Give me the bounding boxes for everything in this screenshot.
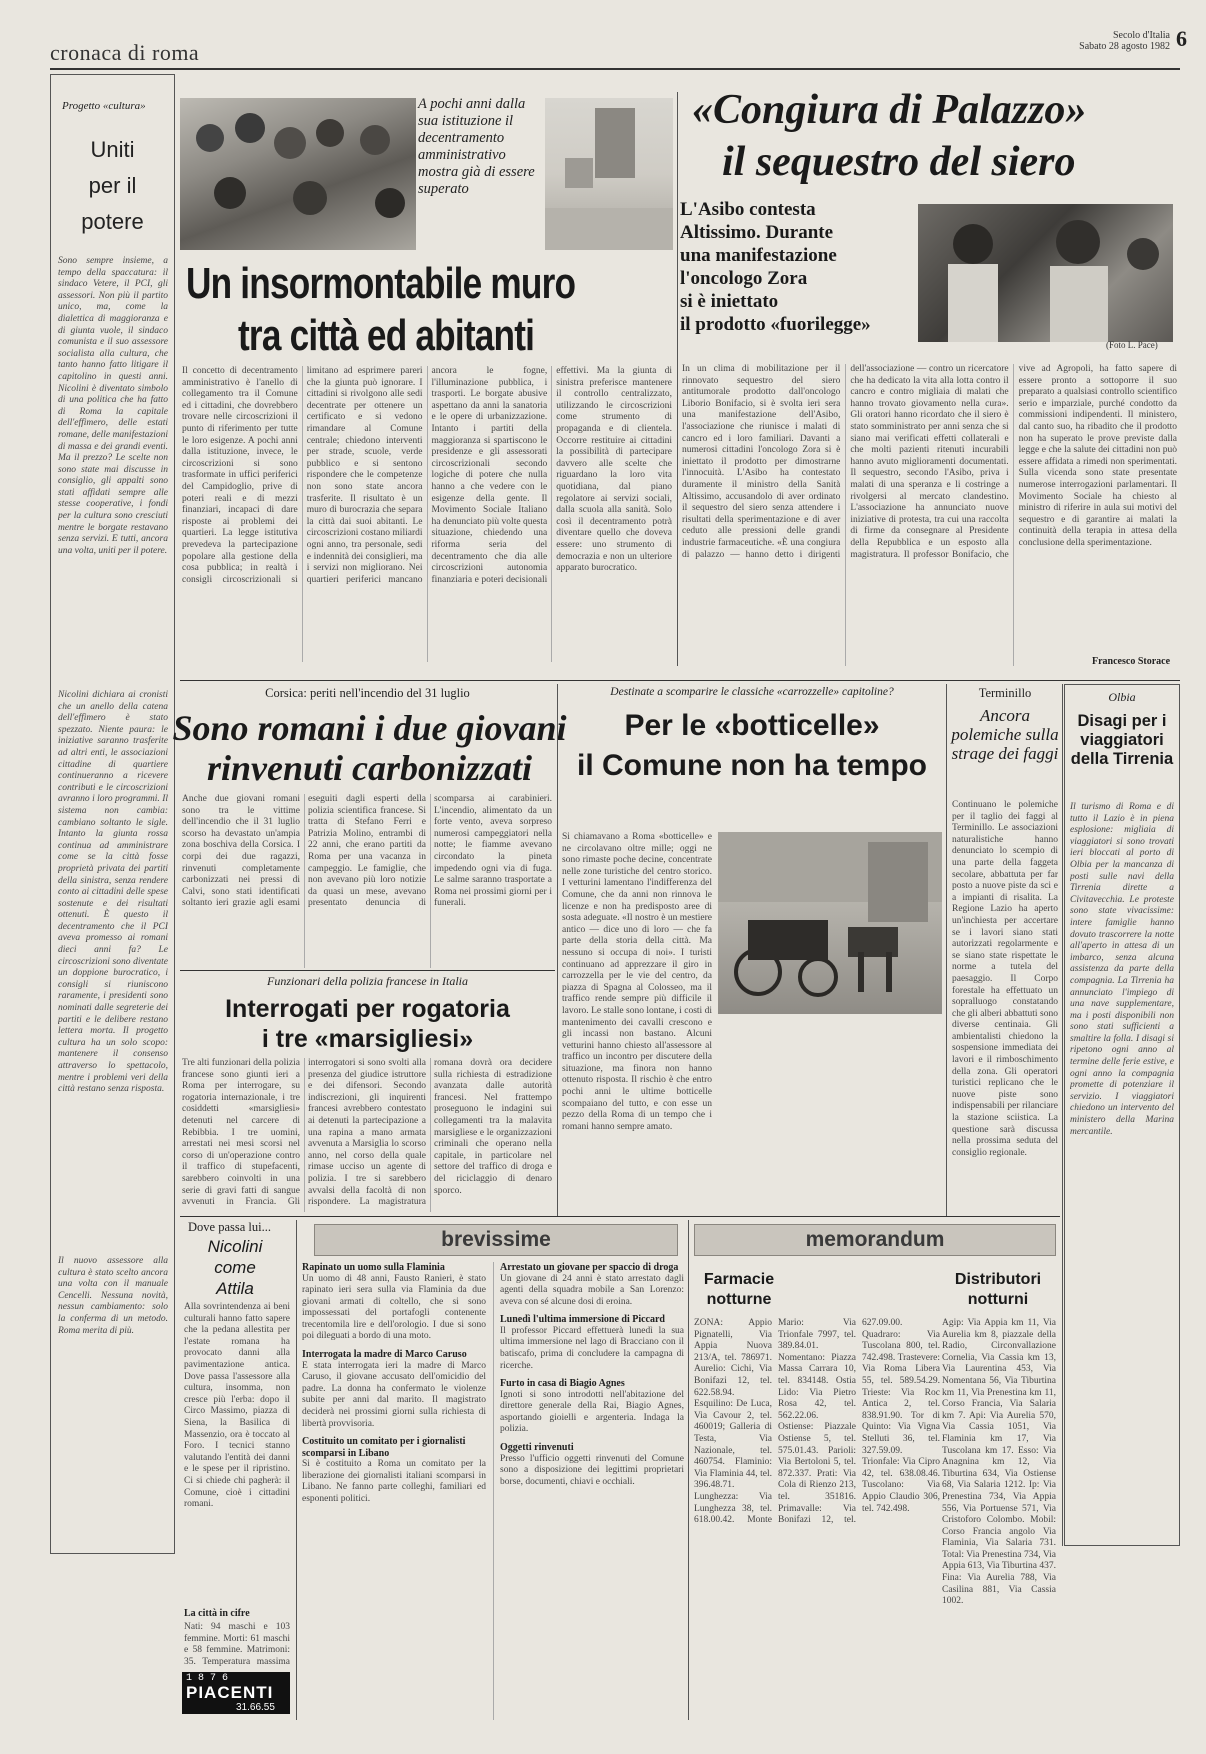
- rule-corsica-bottom: [180, 970, 555, 971]
- building-photo-shapes: [545, 98, 673, 250]
- crowd-photo-shapes: [180, 98, 416, 250]
- corsica-body: Anche due giovani romani sono tra le vittime dell'incendio che il 31 luglio scorso ha devastato un'ampia zona boschiva della Corsica. I corpi dei due ragazzi, rinvenuti completamente carbonizzati nei pressi di Calvi, sono stati identificati soltanto ieri grazie agli esami eseguiti dagli esperti della polizia scientifica francese. Si tratta di Stefano Ferri e Patrizia Molino, entrambi di 22 anni, che erano partiti da Roma per una vacanza in campeggio. Le famiglie, che non avevano più loro notizie da quasi un mese, avevano presentato denuncia di scomparsa ai carabinieri. L'incendio, alimentato da un forte vento, aveva sorpreso numerosi campeggiatori nella notte; le fiamme avevano circondato la pineta impedendo ogni via di fuga. Le salme saranno trasportate a Roma nei prossimi giorni per i funerali.: [182, 794, 552, 909]
- botticelle-body-continued: [718, 1018, 942, 1212]
- brevissima-body: Un giovane di 24 anni è stato arrestato dagli agenti della squadra mobile a San Lorenzo: aveva con sé alcune dosi di eroina.: [500, 1273, 684, 1307]
- brevissima-body: Il professor Piccard effettuerà lunedì la sua ultima immersione nel lago di Bracciano con il batiscafo, prima di concludere la campagna di ricerche.: [500, 1325, 684, 1371]
- uniti-body-1: Sono sempre insieme, a tempo della spaccatura: il sindaco Vetere, il PCI, gli assessori. Non più il partito unico, ma, come la dialettica di maggioranza e di giunta vuole, il sindaco comunista e il suo assessore socialista alla cultura, che tanto hanno fatto litigare il capitolino in questi anni. Nicolini è diventato simbolo di una politica che ha fatto di Roma la capitale dell'effimero, delle estati romane, delle manifestazioni di massa e dei grandi eventi. Ma il prezzo? Le scelte non sono state mai discusse in consiglio, gli appalti sono stati affidati sempre alle stesse cooperative, i fondi per la cultura sono cresciuti mentre le borgate restavano senza servizi. E tutti, ancora una volta, uniti per il potere.: [58, 256, 168, 556]
- brevissima-head: Arrestato un giovane per spaccio di droga: [500, 1262, 679, 1273]
- muro-caption: A pochi anni dalla sua istituzione il decentramento amministrativo mostra già di essere superato: [418, 96, 535, 197]
- brevissima-item: [500, 1262, 684, 1308]
- newspaper-name: Secolo d'Italia: [1112, 30, 1170, 41]
- congiura-subhead-2: Altissimo. Durante: [680, 222, 834, 243]
- rule-middle-top: [180, 680, 1180, 681]
- brevissime-label: brevissime: [314, 1224, 678, 1256]
- brevissima-head: Furto in casa di Biagio Agnes: [500, 1378, 625, 1390]
- congiura-headline-1: «Congiura di Palazzo»: [692, 87, 1087, 133]
- distributori-title: Distributori notturni: [954, 1271, 1042, 1308]
- uniti-title-line-1: Uniti: [90, 137, 135, 162]
- divider-botticelle-terminillo: [946, 684, 947, 1216]
- section-title: cronaca di roma: [50, 40, 200, 65]
- farmacie-body: ZONA: Appio Pignatelli, Via Appia Nuova 213/A, tel. 786971. Aurelio: Cichi, Via Bonifazi 12, tel. 622.58.94. Esquilino: De Luca, Via Cavour 2, tel. 460019; Galleria di Testa, Via Nazionale, tel. 460754. Flaminio: Via Flaminia 44, tel. 396.48.71. Lunghezza: Via Lunghezza 38, tel. 618.00.42. Monte Mario: Via Trionfale 7997, tel. 389.84.01. Nomentano: Piazza Massa Carrara 10, tel. 834148. Ostia Lido: Via Pietro Rosa 42, tel. 562.22.06. Ostiense: Piazzale Ostiense 5, tel. 575.01.43. Parioli: Via Bertoloni 5, tel. 872.337. Prati: Via Cola di Rienzo 213, tel. 351816. Primavalle: Via Bonifazi 12, tel. 627.09.00. Quadraro: Via Tuscolana 800, tel. 742.498. Trastevere: Via Roma Libera 55, tel. 589.54.29. Trieste: Via Roc Antica 2, tel. 838.91.90. Tor di Quinto: Via Vigna Stelluti 36, tel. 327.59.09. Trionfale: Via Cipro 42, tel. 638.08.46. Tuscolano: Via Appio Claudio 306, tel. 742.498.: [694, 1318, 940, 1526]
- marsigliesi-kicker: Funzionari della polizia francese in Italia: [267, 974, 468, 988]
- botticelle-headline-2: il Comune non ha tempo: [577, 749, 927, 782]
- ad-phone: 31.66.55: [236, 1702, 275, 1713]
- congiura-subhead-3: una manifestazione: [680, 245, 837, 266]
- brevissima-item: [302, 1349, 486, 1430]
- page-number: 6: [1176, 26, 1187, 51]
- olbia-headline: Disagi per i viaggiatori della Tirrenia: [1070, 712, 1174, 768]
- uniti-kicker: Progetto «cultura»: [62, 100, 146, 112]
- uniti-body-3: Il nuovo assessore alla cultura è stato scelto ancora una volta con il manuale Cencelli. Nessuna novità, nessun cambiamento: solo la conferma di un metodo. Roma merita di più.: [58, 1256, 168, 1336]
- brevissima-head: Rapinato un uomo sulla Flaminia: [302, 1262, 445, 1273]
- farmacie-title: Farmacie notturne: [703, 1271, 775, 1308]
- botticelle-headline: [557, 706, 947, 786]
- botticelle-kicker: Destinate a scomparire le classiche «carrozzelle» capitoline?: [610, 686, 894, 698]
- masthead-info: [1020, 30, 1170, 52]
- issue-date: Sabato 28 agosto 1982: [1079, 41, 1170, 52]
- uniti-title: [56, 132, 169, 240]
- nicolini-headline-1: Nicolini: [207, 1237, 263, 1256]
- brevissima-head: Interrogata la madre di Marco Caruso: [302, 1349, 467, 1361]
- brevissima-body: È stata interrogata ieri la madre di Marco Caruso, il giovane accusato dell'omicidio del padre. La donna ha confermato le violenze subite per anni dal marito. Il magistrato deciderà nei prossimi giorni sulla richiesta di libertà provvisoria.: [302, 1360, 486, 1429]
- distributori-body: Agip: Via Appia km 11, Via Aurelia km 8, piazzale della Radio, Circonvallazione Cornelia, Via Cassia km 13, Via Laurentina 453, Via Nomentana 56, Via Tiburtina km 11, Via Prenestina km 11, Corso Francia, Via Salaria km 7. Api: Via Aurelia 570, Via Cassia 1051, Via Flaminia km 17, Via Tuscolana km 17. Esso: Via Anagnina km 12, Via Tiburtina 634, Via Ostiense 68, Via Salaria 1212. Ip: Via Prenestina 734, Via Appia 556, Via Portuense 571, Via Cristoforo Colombo. Mobil: Corso Francia angolo Via Flaminia, Via Salaria 731. Total: Via Prenestina 734, Via Appia 613, Via Tiburtina 437. Fina: Via Aurelia 788, Via Casilina 881, Via Cassia 1002.: [942, 1318, 1056, 1607]
- header-rule: [50, 68, 1180, 70]
- corsica-kicker: Corsica: periti nell'incendio del 31 luglio: [265, 686, 470, 700]
- terminillo-body: Continuano le polemiche per il taglio dei faggi al Terminillo. Le associazioni naturalistiche hanno denunciato lo scempio di una parte della faggeta secolare, abbattuta per far posto a nuove piste da sci e a impianti di risalita. La Regione Lazio ha aperto un'inchiesta per accertare se i lavori siano stati autorizzati regolarmente e se siano state rispettate le norme a tutela del paesaggio. Il Corpo forestale ha effettuato un sopralluogo constatando che gli alberi abbattuti sono diverse centinaia. Gli ambientalisti chiedono la sospensione immediata dei lavori e il rimboschimento della zona. Gli operatori turistici replicano che le nuove piste sono indispensabili per rilanciare la stazione sciistica. La questione sarà discussa nella prossima seduta del consiglio regionale.: [952, 800, 1058, 1158]
- brevissima-head: Costituito un comitato per i giornalisti scomparsi in Libano: [302, 1436, 466, 1459]
- nicolini-body: Alla sovrintendenza ai beni culturali hanno fatto sapere che la pedana allestita per l'estate romana ha provocato danni alla pavimentazione antica. Dove passa l'assessore alla cultura, insomma, non cresce più l'erba: dopo il Circo Massimo, piazza di Siena, la Basilica di Massenzio, ora è toccato al Foro. I tecnici stanno valutando l'entità dei danni e le spese per il ripristino. Ci si chiede chi pagherà: il Comune, cioè i cittadini romani.: [184, 1302, 290, 1510]
- terminillo-kicker: Terminillo: [978, 686, 1032, 700]
- congiura-author: Francesco Storace: [1092, 656, 1171, 667]
- muro-headline-2: tra città ed abitanti: [238, 311, 535, 360]
- divider-muro-congiura: [677, 92, 678, 666]
- marsigliesi-body: Tre alti funzionari della polizia francese sono giunti ieri a Roma per interrogare, su rogatoria internazionale, i tre cosiddetti «marsigliesi» detenuti nel carcere di Rebibbia. I tre uomini, arrestati nei mesi scorsi nel corso di un'operazione contro il traffico di stupefacenti, sarebbero coinvolti in una serie di gravi fatti di sangue avvenuti in Francia. Gli interrogatori si sono svolti alla presenza del giudice istruttore e dei difensori. Secondo indiscrezioni, gli inquirenti francesi avrebbero contestato ai detenuti la partecipazione a una rapina a mano armata avvenuta a Marsiglia lo scorso anno, nel corso della quale rimase ucciso un agente di polizia. I tre si sarebbero avvalsi della facoltà di non rispondere. La magistratura romana dovrà ora decidere sulla richiesta di estradizione avanzata dalle autorità francesi. Nel frattempo proseguono le indagini sui collegamenti tra la malavita marsigliese e le organizzazioni criminali che operano nella capitale, in particolare nel settore del traffico di droga e del riciclaggio di denaro sporco.: [182, 1058, 552, 1208]
- corsica-headline-1: Sono romani i due giovani: [172, 708, 567, 748]
- divider-nicolini-brevissime: [296, 1220, 297, 1720]
- botticelle-body: Si chiamavano a Roma «botticelle» e ne circolavano oltre mille; oggi ne sono rimaste poche decine, concentrate nelle zone turistiche del centro storico. I vetturini lamentano l'indifferenza del Comune, che da anni non rinnova le licenze e non ha predisposto aree di sosta adeguate. «Il nostro è un mestiere antico — dice uno di loro — che fa parte della storia della città. Ma nessuno si occupa di noi». I turisti continuano ad apprezzare il giro in carrozzella per le vie del centro, da piazza di Spagna al Colosseo, ma il traffico rende sempre più difficile il lavoro. Le stalle sono lontane, i costi di mantenimento dei cavalli crescono e gli incassi non bastano. Alcuni vetturini hanno chiesto all'assessore al traffico un incontro per discutere della situazione, ma finora non hanno ottenuto risposta. Il rischio è che entro pochi anni le ultime botticelle scompaiano del tutto, e con esse un pezzo della Roma di un tempo che i romani hanno sempre amato.: [562, 832, 712, 1132]
- brevissima-body: Un uomo di 48 anni, Fausto Ranieri, è stato rapinato ieri sera sulla via Flaminia da due giovani armati di coltello, che si sono impossessati del portafogli contenente trecentomila lire e dell'orologio. I due si sono poi dileguati a bordo di una moto.: [302, 1273, 486, 1342]
- brevissima-body: Ignoti si sono introdotti nell'abitazione del direttore generale della Rai, Biagio Agnes, asportando gioielli e argenteria. Indaga la polizia.: [500, 1389, 684, 1435]
- congiura-subhead-1: L'Asibo contesta: [680, 199, 816, 220]
- ad-name: PIACENTI: [186, 1683, 274, 1702]
- brevissima-item: [500, 1442, 684, 1488]
- congiura-subhead-4: l'oncologo Zora: [680, 268, 808, 289]
- piacenti-ad: [182, 1672, 290, 1714]
- olbia-body: Il turismo di Roma e di tutto il Lazio è in piena esplosione: migliaia di viaggiatori si sono trovati ieri bloccati al porto di Olbia per la mancanza di posti sulle navi della Tirrenia dirette a Civitavecchia. Le proteste sono state vivacissime: intere famiglie hanno dovuto trascorrere la notte all'aperto in attesa di un imbarco, senza alcuna assistenza da parte della compagnia. La Tirrenia ha annunciato l'impiego di una nave supplementare, ma i posti disponibili non sono stati sufficienti a smaltire la folla. I disagi si ripetono ogni anno al termine delle ferie estive, e ogni anno la compagnia promette di potenziare il servizio. I viaggiatori chiedono un intervento del ministero della Marina mercantile.: [1070, 802, 1174, 1137]
- congiura-subhead: [680, 198, 920, 336]
- muro-headline-1: Un insormontabile muro: [186, 259, 576, 308]
- building-photo: [545, 98, 673, 250]
- nicolini-headline: [180, 1236, 290, 1299]
- muro-body: Il concetto di decentramento amministrativo è l'anello di collegamento tra il Comune ed i cittadini, che dovrebbero trovare nelle circoscrizioni il punto di riferimento per tutte le loro esigenze. A pochi anni dalla istituzione, invece, le circoscrizioni si sono trasformate in uffici periferici del Campidoglio, prive di poteri reali e di mezzi finanziari, incapaci di dare risposte ai problemi dei quartieri. La legge istitutiva prevedeva la partecipazione popolare alla gestione della cosa pubblica; in realtà i consigli circoscrizionali si limitano ad esprimere pareri che la giunta può ignorare. I cittadini si rivolgono alle sedi decentrate per ottenere un certificato e si vedono rimandare al Comune centrale; chiedono interventi per strade, scuole, verde pubblico e si sentono rispondere che le competenze non sono state ancora trasferite. Il risultato è un muro di burocrazia che separa la città dai suoi abitanti. Le circoscrizioni costano miliardi ogni anno, tra personale, sedi e indennità dei consiglieri, ma i servizi non migliorano. Nei quartieri periferici mancano ancora le fogne, l'illuminazione pubblica, i trasporti. Le borgate abusive aspettano da anni la sanatoria e le opere di urbanizzazione. Intanto i partiti della maggioranza si spartiscono le presidenze e gli assessorati circoscrizionali secondo logiche di potere che nulla hanno a che vedere con le esigenze della gente. Il Movimento Sociale Italiano ha denunciato più volte questa situazione, chiedendo una riforma seria del decentramento che dia alle circoscrizioni autonomia finanziaria e poteri decisionali effettivi. Ma la giunta di sinistra preferisce mantenere il controllo centralizzato, utilizzando le circoscrizioni come strumento di propaganda e di clientela. Occorre restituire ai cittadini la possibilità di partecipare davvero alle scelte che riguardano la loro vita quotidiana, dal piano regolatore ai servizi sociali, dalla scuola alla sanità. Solo così il decentramento potrà diventare quello che doveva essere: uno strumento di democrazia e non un ulteriore apparato burocratico.: [182, 366, 672, 585]
- congiura-body: In un clima di mobilitazione per il rinnovato sequestro del siero antitumorale prodotto dall'oncologo Liborio Bonifacio, si è svolta ieri sera una manifestazione dell'Asibo, l'associazione che riunisce i malati di cancro ed i loro familiari. Davanti a numerosi cittadini l'oncologo Zora si è iniettato il prodotto per dimostrarne l'innocuità. L'Asibo ha contestato duramente il ministro della Sanità Altissimo, accusandolo di aver ordinato il sequestro del siero senza attendere i risultati della sperimentazione e di aver ceduto alle pressioni delle grandi industrie farmaceutiche. «È una congiura di palazzo — hanno detto i dirigenti dell'associazione — contro un ricercatore che ha dedicato la vita alla lotta contro il cancro e contro migliaia di malati che hanno trovato giovamento nella cura». Gli oratori hanno ricordato che il siero è stato somministrato per anni senza che si siano mai verificati effetti collaterali e che molti pazienti ritenuti incurabili hanno avuto miglioramenti documentati. Il sequestro, secondo l'Asibo, priva i malati di una speranza e li costringe a rivolgersi al mercato clandestino. L'associazione ha annunciato nuove iniziative di protesta, tra cui una raccolta di firme da consegnare al Presidente della Repubblica e un esposto alla magistratura. Il professor Bonifacio, che vive ad Agropoli, ha fatto sapere di essere pronto a sottoporre il suo preparato a qualsiasi controllo scientifico serio e imparziale, purché condotto da commissioni indipendenti. Il ministero, dal canto suo, ha ribadito che il prodotto non ha superato le prove previste dalla legge e che la salute dei cittadini non può essere affidata a rimedi non sperimentati. Sulla vicenda sono state presentate numerose interrogazioni parlamentari. Il Movimento Sociale ha chiesto al ministro di riferire in aula sui motivi del sequestro e di garantire ai malati la continuità della terapia in attesa della conclusione della sperimentazione.: [682, 364, 1177, 560]
- crowd-photo: [180, 98, 416, 250]
- marsigliesi-headline-2: i tre «marsigliesi»: [261, 1025, 474, 1053]
- memorandum-label: memorandum: [694, 1224, 1056, 1256]
- nicolini-kicker: Dove passa lui...: [188, 1220, 271, 1234]
- rule-bottom-top: [180, 1216, 1060, 1217]
- olbia-kicker: Olbia: [1108, 690, 1136, 704]
- photo-credit: (Foto L. Pace): [1106, 340, 1158, 350]
- marsigliesi-headline: [180, 994, 555, 1054]
- brevissima-head: Oggetti rinvenuti: [500, 1442, 574, 1454]
- nicolini-headline-2: come: [214, 1258, 256, 1277]
- marsigliesi-headline-1: Interrogati per rogatoria: [225, 995, 510, 1023]
- congiura-headline-2: il sequestro del siero: [722, 139, 1076, 185]
- divider-terminillo-olbia: [1062, 684, 1063, 1546]
- corsica-headline: [172, 708, 567, 788]
- brevissima-head: Lunedì l'ultima immersione di Piccard: [500, 1314, 665, 1326]
- brevissima-item: [302, 1262, 486, 1343]
- brevissima-body: Presso l'ufficio oggetti rinvenuti del Comune sono a disposizione dei legittimi proprietari borse, documenti, chiavi e occhiali.: [500, 1453, 684, 1487]
- terminillo-headline: Ancora polemiche sulla strage dei faggi: [951, 706, 1059, 763]
- uniti-title-line-2: per il: [88, 173, 137, 198]
- brevissima-item: [500, 1378, 684, 1436]
- brevissima-body: Si è costituito a Roma un comitato per la liberazione dei giornalisti italiani scomparsi in Libano. Ne fanno parte colleghi, familiari ed esponenti politici.: [302, 1459, 486, 1504]
- brevissima-item: [500, 1314, 684, 1372]
- ad-number: 1876: [186, 1673, 235, 1684]
- city-figures-head: La città in cifre: [184, 1608, 250, 1619]
- carriage-photo-shapes: [718, 832, 942, 1014]
- city-figures-body: Nati: 94 maschi e 103 femmine. Morti: 61 maschi e 58 femmine. Matrimoni: 35. Temperatura massima: [184, 1622, 290, 1667]
- nicolini-headline-3: Attila: [216, 1279, 254, 1298]
- uniti-title-line-3: potere: [81, 209, 144, 234]
- botticelle-headline-1: Per le «botticelle»: [624, 709, 880, 742]
- injection-photo-shapes: [918, 204, 1173, 342]
- uniti-body-2: Nicolini dichiara ai cronisti che un anello della catena dell'effimero è stato spezzato. Niente paura: le iniziative saranno trasferite ad altri enti, le associazioni cittadine di quartiere continueranno a ricevere contributi e le circoscrizioni avranno i loro programmi. Il sistema non cambia: cambiano soltanto le sigle. Intanto la giunta rossa continua ad amministrare come se la città fosse proprietà privata dei partiti della sinistra, senza rendere conto ai cittadini delle spese sostenute e dei risultati ottenuti. È questo il decentramento che il PCI aveva promesso ai romani dieci anni fa? Le circoscrizioni sono diventate un doppione burocratico, i consigli si riuniscono raramente, i presidenti sono nominati dalle segreterie dei partiti e le delibere restano lettera morta. Il progetto cultura ha un solo scopo: mantenere il consenso attraverso lo spettacolo, mentre i problemi veri della città restano senza risposta.: [58, 690, 168, 1095]
- brevissime-items: [302, 1262, 684, 1720]
- brevissima-item: [302, 1436, 486, 1505]
- congiura-subhead-6: il prodotto «fuorilegge»: [680, 314, 871, 335]
- corsica-headline-2: rinvenuti carbonizzati: [206, 748, 533, 788]
- divider-brevissime-memorandum: [688, 1220, 689, 1720]
- injection-photo: [918, 204, 1173, 342]
- carriage-photo: [718, 832, 942, 1014]
- congiura-subhead-5: si è iniettato: [680, 291, 779, 312]
